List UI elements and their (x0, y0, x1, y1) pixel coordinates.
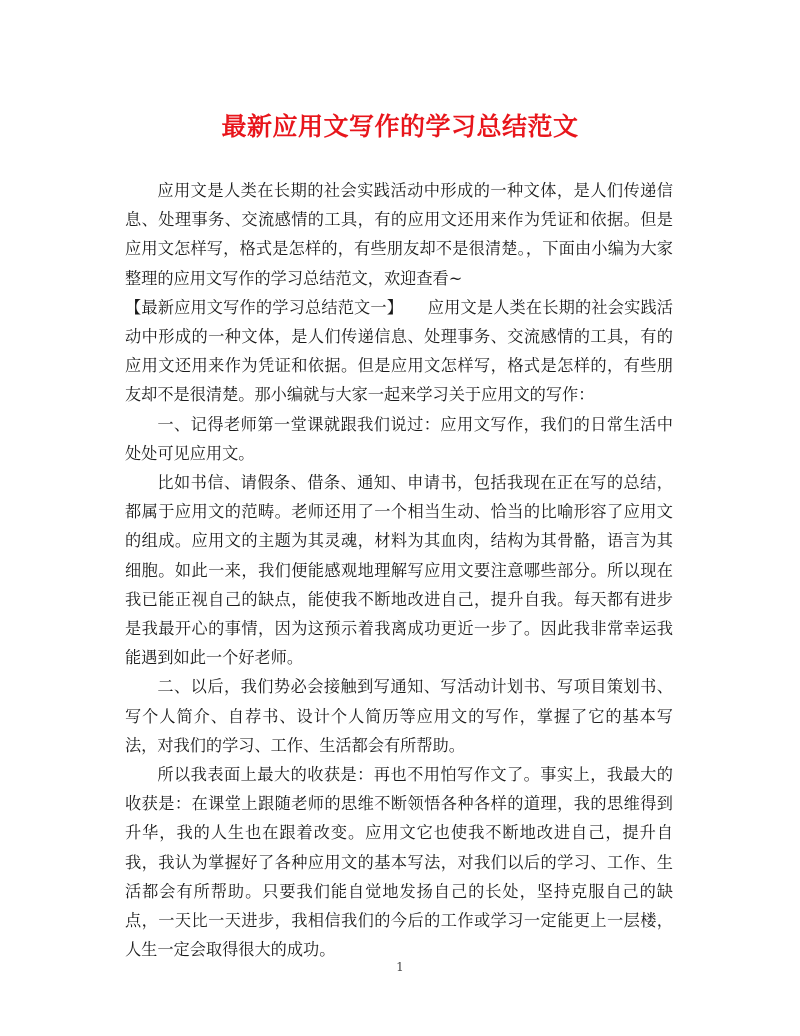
intro-paragraph: 应用文是人类在长期的社会实践活动中形成的一种文体，是人们传递信息、处理事务、交流感情的工具，有的应用文还用来作为凭证和依据。但是应用文怎样写，格式是怎样的，有些朋友却不是很清楚。，下面由小编为大家整理的应用文写作的学习总结范文，欢迎查看~ (125, 181, 673, 288)
point-one-paragraph: 一、记得老师第一堂课就跟我们说过：应用文写作，我们的日常生活中处处可见应用文。 (125, 414, 673, 463)
conclusion-paragraph: 所以我表面上最大的收获是：再也不用怕写作文了。事实上，我最大的收获是：在课堂上跟随老师的思维不断领悟各种各样的道理，我的思维得到升华，我的人生也在跟着改变。应用文它也使我不断地改进自己，提升自我，我认为掌握好了各种应用文的基本写法，对我们以后的学习、工作、生活都会有所帮助。只要我们能自觉地发扬自己的长处，坚持克服自己的缺点，一天比一天进步，我相信我们的今后的工作或学习一定能更上一层楼，人生一定会取得很大的成功。 (125, 765, 673, 960)
document-body (125, 176, 673, 964)
section-one-paragraph: 【最新应用文写作的学习总结范文一】 应用文是人类在长期的社会实践活动中形成的一种文体，是人们传递信息、处理事务、交流感情的工具，有的应用文还用来作为凭证和依据。但是应用文怎样写，格式是怎样的，有些朋友却不是很清楚。那小编就与大家一起来学习关于应用文的写作： (125, 297, 673, 405)
document-title: 最新应用文写作的学习总结范文 (221, 112, 579, 141)
point-two-paragraph: 二、以后，我们势必会接触到写通知、写活动计划书、写项目策划书、写个人简介、自荐书、设计个人简历等应用文的写作，掌握了它的基本写法，对我们的学习、工作、生活都会有所帮助。 (125, 677, 673, 755)
page-number: 1 (396, 960, 404, 974)
examples-paragraph: 比如书信、请假条、借条、通知、申请书，包括我现在正在写的总结，都属于应用文的范畴。老师还用了一个相当生动、恰当的比喻形容了应用文的组成。应用文的主题为其灵魂，材料为其血肉，结构为其骨骼，语言为其细胞。如此一来，我们便能感观地理解写应用文要注意哪些部分。所以现在我已能正视自己的缺点，能使我不断地改进自己，提升自我。每天都有进步是我最开心的事情，因为这预示着我离成功更近一步了。因此我非常幸运我能遇到如此一个好老师。 (125, 473, 673, 668)
